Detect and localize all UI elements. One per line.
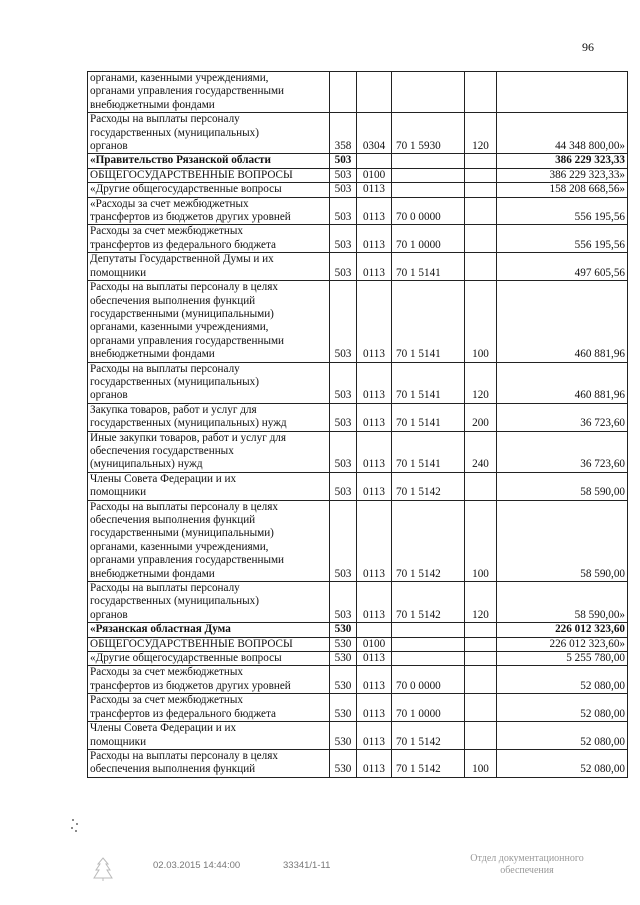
cell-section: 0113 xyxy=(357,281,392,362)
cell-article: 70 1 0000 xyxy=(392,225,465,253)
cell-amount: 58 590,00» xyxy=(497,582,628,623)
table-row xyxy=(88,253,628,281)
table-row xyxy=(88,472,628,500)
budget-table xyxy=(87,71,628,778)
cell-expense-type: 100 xyxy=(465,749,497,777)
cell-department: 503 xyxy=(330,154,357,168)
table-row xyxy=(88,362,628,403)
cell-department: 530 xyxy=(330,694,357,722)
cell-article xyxy=(392,183,465,197)
cell-article xyxy=(392,72,465,113)
cell-name: «Расходы за счет межбюджетных трансфертов из бюджетов других уровней xyxy=(88,197,330,225)
table-body xyxy=(88,72,628,778)
cell-section: 0113 xyxy=(357,749,392,777)
cell-section: 0113 xyxy=(357,183,392,197)
cell-article: 70 1 5930 xyxy=(392,113,465,154)
cell-section: 0113 xyxy=(357,362,392,403)
table-row xyxy=(88,652,628,666)
cell-amount: 36 723,60 xyxy=(497,403,628,431)
cell-article: 70 1 5142 xyxy=(392,582,465,623)
cell-article: 70 1 5141 xyxy=(392,362,465,403)
cell-name: Расходы на выплаты персоналу государственных (муниципальных) органов xyxy=(88,362,330,403)
emblem-icon xyxy=(90,856,116,887)
cell-department: 530 xyxy=(330,722,357,750)
cell-article xyxy=(392,637,465,651)
cell-name: Расходы за счет межбюджетных трансфертов из федерального бюджета xyxy=(88,694,330,722)
cell-expense-type xyxy=(465,225,497,253)
cell-amount: 36 723,60 xyxy=(497,431,628,472)
cell-section: 0113 xyxy=(357,431,392,472)
cell-amount: 386 229 323,33 xyxy=(497,154,628,168)
cell-expense-type xyxy=(465,666,497,694)
cell-department: 503 xyxy=(330,253,357,281)
cell-section xyxy=(357,154,392,168)
cell-name: ОБЩЕГОСУДАРСТВЕННЫЕ ВОПРОСЫ xyxy=(88,168,330,182)
cell-name: «Рязанская областная Дума xyxy=(88,623,330,637)
table-row xyxy=(88,403,628,431)
table-row xyxy=(88,582,628,623)
scan-mark-icon xyxy=(70,818,80,837)
cell-article xyxy=(392,168,465,182)
cell-department: 530 xyxy=(330,637,357,651)
cell-amount: 58 590,00 xyxy=(497,472,628,500)
cell-amount: 386 229 323,33» xyxy=(497,168,628,182)
cell-section: 0113 xyxy=(357,582,392,623)
cell-section: 0113 xyxy=(357,225,392,253)
cell-amount: 5 255 780,00 xyxy=(497,652,628,666)
cell-amount: 52 080,00 xyxy=(497,749,628,777)
cell-expense-type: 120 xyxy=(465,362,497,403)
cell-department: 530 xyxy=(330,623,357,637)
cell-department: 503 xyxy=(330,168,357,182)
cell-amount: 497 605,56 xyxy=(497,253,628,281)
cell-name: Расходы на выплаты персоналу в целях обеспечения выполнения функций xyxy=(88,749,330,777)
cell-expense-type: 120 xyxy=(465,113,497,154)
table-row xyxy=(88,694,628,722)
cell-expense-type: 200 xyxy=(465,403,497,431)
cell-name: Расходы на выплаты персоналу государственных (муниципальных) органов xyxy=(88,113,330,154)
table-row xyxy=(88,431,628,472)
table-row xyxy=(88,666,628,694)
cell-amount: 158 208 668,56» xyxy=(497,183,628,197)
cell-department: 503 xyxy=(330,197,357,225)
cell-article: 70 1 5141 xyxy=(392,281,465,362)
cell-amount: 460 881,96 xyxy=(497,362,628,403)
cell-expense-type xyxy=(465,652,497,666)
table-row xyxy=(88,637,628,651)
cell-name: «Правительство Рязанской области xyxy=(88,154,330,168)
cell-amount: 460 881,96 xyxy=(497,281,628,362)
cell-name: Расходы на выплаты персоналу государственных (муниципальных) органов xyxy=(88,582,330,623)
cell-name: Расходы за счет межбюджетных трансфертов из федерального бюджета xyxy=(88,225,330,253)
cell-section: 0304 xyxy=(357,113,392,154)
cell-article xyxy=(392,154,465,168)
cell-expense-type: 120 xyxy=(465,582,497,623)
cell-department: 358 xyxy=(330,113,357,154)
cell-section: 0113 xyxy=(357,403,392,431)
table-row xyxy=(88,225,628,253)
footer-stamp: Отдел документационного обеспечения xyxy=(470,853,584,876)
cell-name: Члены Совета Федерации и их помощники xyxy=(88,472,330,500)
cell-article xyxy=(392,652,465,666)
cell-name: Расходы за счет межбюджетных трансфертов из бюджетов других уровней xyxy=(88,666,330,694)
cell-department: 503 xyxy=(330,183,357,197)
cell-section: 0113 xyxy=(357,472,392,500)
cell-expense-type xyxy=(465,253,497,281)
table-row xyxy=(88,72,628,113)
cell-amount: 52 080,00 xyxy=(497,666,628,694)
cell-name: Закупка товаров, работ и услуг для государственных (муниципальных) нужд xyxy=(88,403,330,431)
cell-article: 70 1 5142 xyxy=(392,749,465,777)
cell-department: 503 xyxy=(330,225,357,253)
cell-expense-type xyxy=(465,168,497,182)
table-row xyxy=(88,197,628,225)
cell-article: 70 1 5141 xyxy=(392,253,465,281)
cell-department xyxy=(330,72,357,113)
cell-section: 0113 xyxy=(357,722,392,750)
cell-amount: 52 080,00 xyxy=(497,694,628,722)
page-number: 96 xyxy=(582,40,594,54)
cell-expense-type xyxy=(465,183,497,197)
cell-expense-type xyxy=(465,154,497,168)
cell-article: 70 1 5142 xyxy=(392,472,465,500)
cell-name: «Другие общегосударственные вопросы xyxy=(88,183,330,197)
cell-name: «Другие общегосударственные вопросы xyxy=(88,652,330,666)
cell-amount: 44 348 800,00» xyxy=(497,113,628,154)
footer-document-code: 33341/1-11 xyxy=(283,860,331,871)
cell-section: 0100 xyxy=(357,168,392,182)
cell-section: 0113 xyxy=(357,694,392,722)
cell-expense-type xyxy=(465,72,497,113)
cell-amount: 556 195,56 xyxy=(497,197,628,225)
cell-expense-type: 240 xyxy=(465,431,497,472)
cell-section: 0113 xyxy=(357,652,392,666)
cell-article xyxy=(392,623,465,637)
cell-amount: 556 195,56 xyxy=(497,225,628,253)
table-row xyxy=(88,154,628,168)
cell-expense-type: 100 xyxy=(465,281,497,362)
cell-name: ОБЩЕГОСУДАРСТВЕННЫЕ ВОПРОСЫ xyxy=(88,637,330,651)
cell-name: Иные закупки товаров, работ и услуг для обеспечения государственных (муниципальных) нужд xyxy=(88,431,330,472)
cell-article: 70 0 0000 xyxy=(392,197,465,225)
footer-date: 02.03.2015 14:44:00 xyxy=(153,860,241,871)
cell-amount xyxy=(497,72,628,113)
cell-department: 503 xyxy=(330,582,357,623)
cell-department: 503 xyxy=(330,281,357,362)
cell-department: 503 xyxy=(330,403,357,431)
cell-department: 530 xyxy=(330,652,357,666)
cell-section xyxy=(357,623,392,637)
cell-department: 503 xyxy=(330,472,357,500)
table-row xyxy=(88,623,628,637)
cell-expense-type xyxy=(465,637,497,651)
cell-name: Члены Совета Федерации и их помощники xyxy=(88,722,330,750)
cell-amount: 52 080,00 xyxy=(497,722,628,750)
cell-amount: 226 012 323,60» xyxy=(497,637,628,651)
cell-expense-type xyxy=(465,472,497,500)
cell-amount: 226 012 323,60 xyxy=(497,623,628,637)
cell-department: 503 xyxy=(330,362,357,403)
cell-section: 0113 xyxy=(357,197,392,225)
cell-department: 530 xyxy=(330,666,357,694)
table-row xyxy=(88,113,628,154)
cell-section: 0113 xyxy=(357,666,392,694)
cell-article: 70 1 5141 xyxy=(392,403,465,431)
cell-article: 70 1 5142 xyxy=(392,500,465,581)
cell-expense-type xyxy=(465,623,497,637)
cell-amount: 58 590,00 xyxy=(497,500,628,581)
cell-expense-type: 100 xyxy=(465,500,497,581)
cell-section: 0100 xyxy=(357,637,392,651)
cell-department: 503 xyxy=(330,431,357,472)
cell-department: 530 xyxy=(330,749,357,777)
cell-section: 0113 xyxy=(357,500,392,581)
cell-name: Расходы на выплаты персоналу в целях обеспечения выполнения функций государственными (муниципальными) органами, казенными учреждениями, органами управления государственными внебюджетными фондами xyxy=(88,281,330,362)
cell-article: 70 1 0000 xyxy=(392,694,465,722)
table-row xyxy=(88,500,628,581)
table-row xyxy=(88,722,628,750)
cell-expense-type xyxy=(465,694,497,722)
cell-name: Депутаты Государственной Думы и их помощники xyxy=(88,253,330,281)
cell-article: 70 1 5141 xyxy=(392,431,465,472)
cell-section xyxy=(357,72,392,113)
table-row xyxy=(88,749,628,777)
table-row xyxy=(88,281,628,362)
cell-department: 503 xyxy=(330,500,357,581)
cell-name: Расходы на выплаты персоналу в целях обеспечения выполнения функций государственными (муниципальными) органами, казенными учреждениями, органами управления государственными внебюджетными фондами xyxy=(88,500,330,581)
cell-section: 0113 xyxy=(357,253,392,281)
cell-expense-type xyxy=(465,197,497,225)
cell-name: органами, казенными учреждениями, органами управления государственными внебюджетными фондами xyxy=(88,72,330,113)
cell-article: 70 1 5142 xyxy=(392,722,465,750)
cell-article: 70 0 0000 xyxy=(392,666,465,694)
table-row xyxy=(88,183,628,197)
table-row xyxy=(88,168,628,182)
cell-expense-type xyxy=(465,722,497,750)
